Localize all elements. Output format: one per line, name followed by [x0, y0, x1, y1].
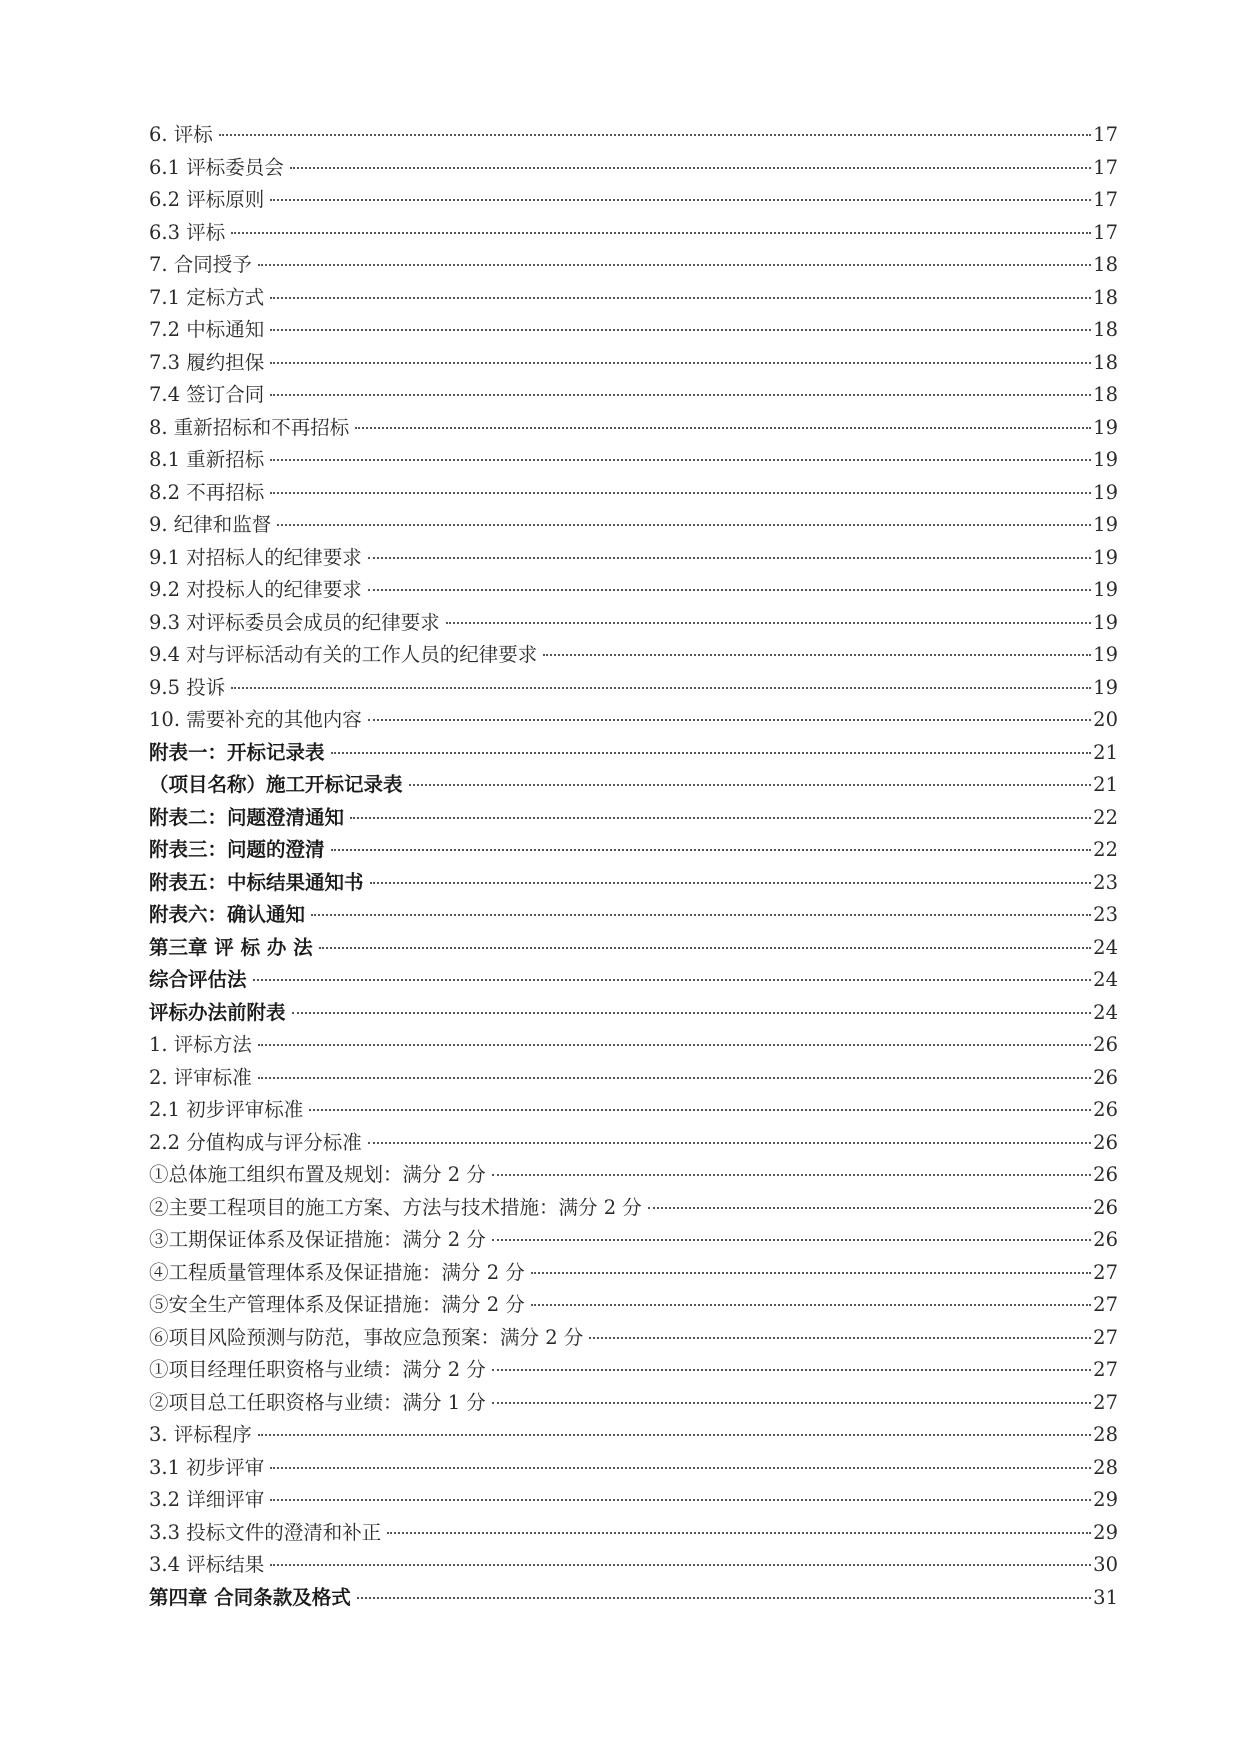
toc-dot-leader: [258, 263, 1091, 266]
toc-entry-page-number: 18: [1093, 383, 1118, 406]
toc-entry-page-number: 29: [1093, 1488, 1118, 1511]
toc-entry-title: 6. 评标: [149, 123, 213, 146]
toc-entry[interactable]: [149, 899, 1118, 932]
toc-dot-leader: [350, 816, 1091, 819]
toc-dot-leader: [270, 1563, 1091, 1566]
toc-entry[interactable]: [149, 1452, 1118, 1485]
toc-dot-leader: [270, 393, 1091, 396]
toc-entry-title: 9.1 对招标人的纪律要求: [149, 545, 362, 569]
toc-dot-leader: [370, 881, 1092, 884]
toc-entry[interactable]: [149, 1029, 1118, 1062]
toc-entry[interactable]: [149, 1387, 1118, 1420]
toc-entry-title: ②主要工程项目的施工方案、方法与技术措施：满分 2 分: [149, 1195, 642, 1219]
toc-entry-title: 9. 纪律和监督: [149, 513, 272, 536]
toc-entry-title: 7. 合同授予: [149, 253, 252, 276]
toc-dot-leader: [492, 1368, 1091, 1371]
toc-entry-page-number: 26: [1093, 1195, 1118, 1219]
toc-entry[interactable]: [149, 1419, 1118, 1452]
toc-entry[interactable]: [149, 607, 1118, 640]
toc-entry-page-number: 28: [1093, 1423, 1118, 1446]
toc-entry-page-number: 19: [1093, 513, 1118, 536]
toc-entry-page-number: 26: [1093, 1033, 1118, 1056]
toc-entry-page-number: 21: [1093, 773, 1118, 796]
toc-entry-title: 8. 重新招标和不再招标: [149, 415, 350, 439]
toc-entry[interactable]: [149, 1549, 1118, 1582]
toc-entry-title: 第三章 评 标 办 法: [149, 935, 313, 959]
toc-entry-title: 3.4 评标结果: [149, 1553, 265, 1576]
toc-dot-leader: [290, 166, 1091, 169]
toc-entry[interactable]: [149, 249, 1118, 282]
toc-entry-page-number: 17: [1093, 188, 1118, 211]
toc-entry-title: 9.5 投诉: [149, 675, 226, 699]
toc-dot-leader: [270, 1466, 1091, 1469]
toc-entry-title: 第四章 合同条款及格式: [149, 1585, 351, 1609]
toc-entry-page-number: 19: [1093, 610, 1118, 634]
toc-entry-title: ⑥项目风险预测与防范，事故应急预案：满分 2 分: [149, 1325, 584, 1349]
toc-entry-page-number: 24: [1093, 935, 1118, 959]
toc-dot-leader: [270, 458, 1091, 461]
toc-dot-leader: [270, 361, 1091, 364]
toc-dot-leader: [258, 1433, 1091, 1436]
toc-entry-page-number: 18: [1093, 253, 1118, 276]
toc-entry[interactable]: [149, 1062, 1118, 1095]
toc-dot-leader: [319, 946, 1092, 949]
toc-entry[interactable]: [149, 1289, 1118, 1322]
toc-dot-leader: [270, 491, 1091, 494]
toc-entry[interactable]: [149, 639, 1118, 672]
toc-entry[interactable]: [149, 1582, 1118, 1615]
toc-entry-page-number: 19: [1093, 545, 1118, 569]
toc-entry-page-number: 17: [1093, 155, 1118, 179]
toc-entry-title: 2. 评审标准: [149, 1065, 252, 1089]
toc-entry-page-number: 26: [1093, 1098, 1118, 1121]
toc-entry-page-number: 27: [1093, 1325, 1118, 1349]
table-of-contents: [149, 119, 1118, 1614]
toc-dot-leader: [492, 1173, 1091, 1176]
toc-entry-page-number: 19: [1093, 415, 1118, 439]
toc-entry[interactable]: [149, 997, 1118, 1030]
toc-entry[interactable]: [149, 834, 1118, 867]
toc-entry[interactable]: [149, 379, 1118, 412]
toc-entry[interactable]: [149, 932, 1118, 965]
toc-dot-leader: [258, 1076, 1091, 1079]
toc-entry-title: 评标办法前附表: [149, 1000, 286, 1024]
toc-entry[interactable]: [149, 1159, 1118, 1192]
toc-dot-leader: [311, 913, 1091, 916]
toc-dot-leader: [231, 686, 1091, 689]
toc-entry-title: 附表六：确认通知: [149, 903, 306, 926]
toc-entry-page-number: 26: [1093, 1163, 1118, 1186]
toc-entry-page-number: 27: [1093, 1293, 1118, 1316]
toc-dot-leader: [231, 231, 1091, 234]
toc-entry-page-number: 19: [1093, 480, 1118, 504]
toc-entry-page-number: 19: [1093, 448, 1118, 471]
toc-entry-title: 2.1 初步评审标准: [149, 1098, 304, 1121]
toc-dot-leader: [492, 1401, 1091, 1404]
toc-dot-leader: [446, 621, 1091, 624]
toc-entry-page-number: 26: [1093, 1228, 1118, 1251]
toc-entry[interactable]: [149, 704, 1118, 737]
toc-dot-leader: [292, 1011, 1092, 1014]
toc-entry[interactable]: [149, 509, 1118, 542]
toc-entry-title: ④工程质量管理体系及保证措施：满分 2 分: [149, 1260, 525, 1284]
toc-dot-leader: [270, 296, 1091, 299]
toc-entry[interactable]: [149, 1257, 1118, 1290]
toc-entry-page-number: 22: [1093, 838, 1118, 861]
toc-entry-title: 9.3 对评标委员会成员的纪律要求: [149, 610, 440, 634]
toc-dot-leader: [270, 1498, 1091, 1501]
toc-dot-leader: [387, 1531, 1091, 1534]
toc-entry[interactable]: [149, 184, 1118, 217]
toc-entry-title: 附表五：中标结果通知书: [149, 870, 364, 894]
toc-entry-page-number: 19: [1093, 643, 1118, 666]
toc-entry-title: ⑤安全生产管理体系及保证措施：满分 2 分: [149, 1293, 525, 1316]
toc-entry-page-number: 19: [1093, 675, 1118, 699]
toc-entry[interactable]: [149, 217, 1118, 250]
toc-dot-leader: [368, 556, 1091, 559]
toc-dot-leader: [219, 133, 1091, 136]
toc-dot-leader: [492, 1238, 1091, 1241]
toc-dot-leader: [409, 783, 1092, 786]
toc-dot-leader: [543, 653, 1091, 656]
toc-entry[interactable]: [149, 1484, 1118, 1517]
toc-entry-title: 9.4 对与评标活动有关的工作人员的纪律要求: [149, 643, 538, 666]
toc-entry-page-number: 23: [1093, 870, 1118, 894]
toc-entry-title: 6.2 评标原则: [149, 188, 265, 211]
toc-entry-page-number: 24: [1093, 1000, 1118, 1024]
toc-dot-leader: [270, 328, 1091, 331]
toc-entry-title: 附表三：问题的澄清: [149, 838, 325, 861]
toc-entry-page-number: 21: [1093, 740, 1118, 764]
toc-entry-page-number: 31: [1093, 1585, 1118, 1609]
toc-dot-leader: [277, 523, 1091, 526]
toc-dot-leader: [355, 426, 1091, 429]
toc-entry-title: ①总体施工组织布置及规划：满分 2 分: [149, 1163, 486, 1186]
toc-entry[interactable]: [149, 672, 1118, 705]
toc-entry[interactable]: [149, 314, 1118, 347]
toc-entry-title: 6.1 评标委员会: [149, 155, 284, 179]
toc-entry-title: 10. 需要补充的其他内容: [149, 708, 362, 731]
toc-entry[interactable]: [149, 477, 1118, 510]
toc-entry-title: 8.1 重新招标: [149, 448, 265, 471]
toc-entry[interactable]: [149, 964, 1118, 997]
toc-entry-title: 2.2 分值构成与评分标准: [149, 1130, 362, 1154]
toc-entry-title: 7.4 签订合同: [149, 383, 265, 406]
toc-dot-leader: [368, 1141, 1091, 1144]
toc-entry-title: 附表一：开标记录表: [149, 740, 325, 764]
toc-dot-leader: [309, 1108, 1091, 1111]
toc-entry[interactable]: [149, 802, 1118, 835]
toc-entry-page-number: 22: [1093, 805, 1118, 829]
toc-entry-title: 9.2 对投标人的纪律要求: [149, 578, 362, 601]
toc-entry-title: ①项目经理任职资格与业绩：满分 2 分: [149, 1358, 486, 1381]
toc-entry-title: 8.2 不再招标: [149, 480, 265, 504]
toc-entry[interactable]: [149, 769, 1118, 802]
toc-entry[interactable]: [149, 574, 1118, 607]
toc-entry[interactable]: [149, 444, 1118, 477]
toc-entry[interactable]: [149, 119, 1118, 152]
toc-entry-page-number: 18: [1093, 285, 1118, 309]
toc-entry-title: ②项目总工任职资格与业绩：满分 1 分: [149, 1390, 486, 1414]
toc-entry[interactable]: [149, 152, 1118, 185]
toc-dot-leader: [589, 1336, 1091, 1339]
toc-dot-leader: [258, 1043, 1091, 1046]
toc-entry[interactable]: [149, 867, 1118, 900]
toc-entry[interactable]: [149, 737, 1118, 770]
toc-entry-page-number: 30: [1093, 1553, 1118, 1576]
toc-entry-title: 3. 评标程序: [149, 1423, 252, 1446]
toc-entry-page-number: 24: [1093, 968, 1118, 991]
toc-entry-title: 附表二：问题澄清通知: [149, 805, 345, 829]
toc-dot-leader: [531, 1271, 1091, 1274]
toc-entry[interactable]: [149, 347, 1118, 380]
toc-entry[interactable]: [149, 1192, 1118, 1225]
toc-entry-page-number: 28: [1093, 1455, 1118, 1479]
toc-entry-page-number: 26: [1093, 1065, 1118, 1089]
toc-dot-leader: [331, 751, 1092, 754]
toc-entry-title: 7.1 定标方式: [149, 285, 265, 309]
toc-dot-leader: [357, 1596, 1091, 1599]
toc-entry-title: （项目名称）施工开标记录表: [149, 773, 403, 796]
toc-entry-page-number: 27: [1093, 1260, 1118, 1284]
toc-entry-page-number: 26: [1093, 1130, 1118, 1154]
toc-entry-page-number: 18: [1093, 318, 1118, 341]
toc-dot-leader: [648, 1206, 1091, 1209]
toc-dot-leader: [331, 848, 1092, 851]
toc-entry[interactable]: [149, 1127, 1118, 1160]
toc-entry-page-number: 27: [1093, 1358, 1118, 1381]
toc-entry[interactable]: [149, 1094, 1118, 1127]
toc-entry-page-number: 23: [1093, 903, 1118, 926]
toc-dot-leader: [368, 588, 1091, 591]
toc-entry[interactable]: [149, 282, 1118, 315]
toc-dot-leader: [531, 1303, 1091, 1306]
toc-entry-title: 3.1 初步评审: [149, 1455, 265, 1479]
toc-entry-page-number: 20: [1093, 708, 1118, 731]
toc-dot-leader: [270, 198, 1091, 201]
toc-entry-title: 7.3 履约担保: [149, 350, 265, 374]
toc-entry-title: 3.2 详细评审: [149, 1488, 265, 1511]
toc-entry-title: 综合评估法: [149, 968, 247, 991]
toc-entry[interactable]: [149, 412, 1118, 445]
toc-entry-page-number: 19: [1093, 578, 1118, 601]
toc-entry-page-number: 29: [1093, 1520, 1118, 1544]
toc-entry-page-number: 27: [1093, 1390, 1118, 1414]
toc-entry[interactable]: [149, 1224, 1118, 1257]
toc-entry-page-number: 17: [1093, 123, 1118, 146]
toc-entry-title: ③工期保证体系及保证措施：满分 2 分: [149, 1228, 486, 1251]
toc-entry[interactable]: [149, 542, 1118, 575]
toc-entry-page-number: 18: [1093, 350, 1118, 374]
toc-entry[interactable]: [149, 1517, 1118, 1550]
toc-dot-leader: [253, 978, 1092, 981]
toc-entry[interactable]: [149, 1322, 1118, 1355]
toc-entry-title: 7.2 中标通知: [149, 318, 265, 341]
toc-dot-leader: [368, 718, 1091, 721]
toc-entry[interactable]: [149, 1354, 1118, 1387]
toc-entry-title: 1. 评标方法: [149, 1033, 252, 1056]
toc-entry-title: 3.3 投标文件的澄清和补正: [149, 1520, 382, 1544]
toc-entry-title: 6.3 评标: [149, 220, 226, 244]
toc-entry-page-number: 17: [1093, 220, 1118, 244]
